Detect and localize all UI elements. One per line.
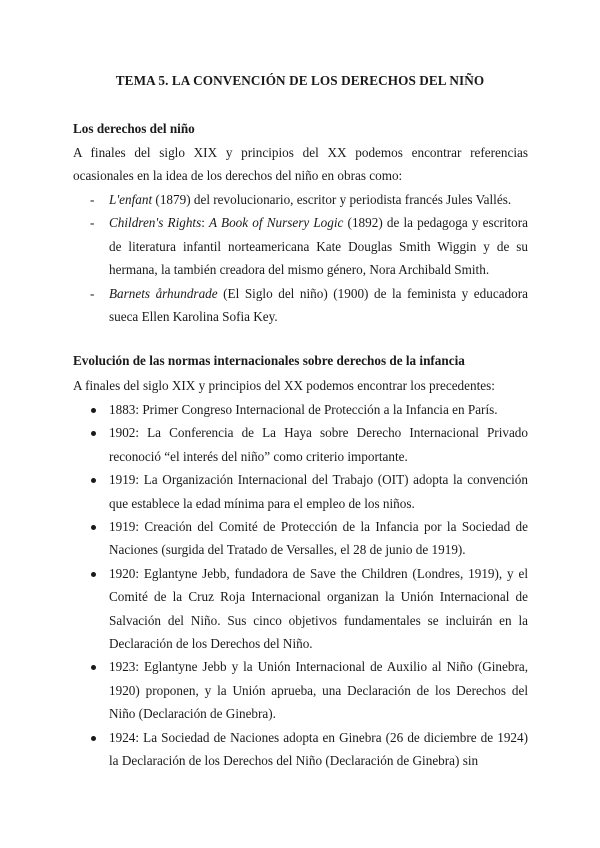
bullet-icon xyxy=(91,525,96,530)
section2-intro: A finales del siglo XIX y principios del XX podemos encontrar los precedentes: xyxy=(73,378,495,393)
list-item-text: 1919: Creación del Comité de Protección de la Infancia por la Sociedad de Naciones (surgida del Tratado de Versalles, el 28 de junio de 1919). xyxy=(109,519,528,558)
bullet-icon xyxy=(91,408,96,413)
bullet-icon xyxy=(91,665,96,670)
list-item xyxy=(73,211,528,281)
work-title: Children's Rights xyxy=(109,215,202,231)
section-heading-derechos: Los derechos del niño xyxy=(73,121,195,136)
list-item-text: 1924: La Sociedad de Naciones adopta en Ginebra (26 de diciembre de 1924) la Declaración de los Derechos del Niño (Declaración de Ginebra) sin xyxy=(109,729,528,769)
list-item xyxy=(73,282,528,329)
page-title: TEMA 5. LA CONVENCIÓN DE LOS DERECHOS DEL NIÑO xyxy=(115,73,485,88)
list-item xyxy=(73,188,528,211)
precedents-list xyxy=(73,398,528,773)
list-item xyxy=(73,398,528,421)
section-heading-evolucion: Evolución de las normas internacionales sobre derechos de la infancia xyxy=(73,353,465,368)
work-subtitle: A Book of Nursery Logic xyxy=(209,215,344,231)
list-item xyxy=(73,562,528,656)
list-item xyxy=(73,515,528,562)
work-description: (El Siglo del niño) (1900) de la feminista y educadora sueca Ellen Karolina Sofia Key. xyxy=(109,285,528,325)
list-item-text: 1920: Eglantyne Jebb, fundadora de Save the Children (Londres, 1919), y el Comité de la Cruz Roja Internacional organizan la Unión Internacional de Salvación del Niño. Sus cinco objetivos fundamentales se incluirán en la Declaración de los Derechos del Niño. xyxy=(109,565,528,652)
work-title: Barnets århundrade xyxy=(109,285,218,301)
bullet-icon xyxy=(91,572,96,577)
list-item-text: 1902: La Conferencia de La Haya sobre Derecho Internacional Privado reconoció “el interés del niño” como criterio importante. xyxy=(109,425,528,464)
dash-marker: - xyxy=(90,285,95,301)
work-description: (1892) de la pedagoga y escritora de literatura infantil norteamericana Kate Douglas Smith Wiggin y de su hermana, la también creadora del mismo género, Nora Archibald Smith. xyxy=(109,215,528,278)
works-list xyxy=(73,188,528,328)
dash-marker: - xyxy=(90,192,95,207)
work-title: L'enfant xyxy=(109,192,153,207)
list-item xyxy=(73,655,528,725)
bullet-icon xyxy=(91,431,96,436)
list-item xyxy=(73,726,528,773)
work-title-separator: : xyxy=(201,215,210,231)
list-item xyxy=(73,421,528,468)
list-item xyxy=(73,468,528,515)
dash-marker: - xyxy=(90,215,95,231)
list-item-text: 1923: Eglantyne Jebb y la Unión Internacional de Auxilio al Niño (Ginebra, 1920) proponen, y la Unión aprueba, una Declaración de los Derechos del Niño (Declaración de Ginebra). xyxy=(109,659,528,722)
work-description: (1879) del revolucionario, escritor y periodista francés Jules Vallés. xyxy=(152,192,512,207)
bullet-icon xyxy=(91,478,96,483)
section1-intro: A finales del siglo XIX y principios del XX podemos encontrar referencias ocasionales en la idea de los derechos del niño en obras como: xyxy=(73,145,528,184)
bullet-icon xyxy=(91,736,96,741)
list-item-text: 1919: La Organización Internacional del Trabajo (OIT) adopta la convención que establece la edad mínima para el empleo de los niños. xyxy=(109,472,528,511)
list-item-text: 1883: Primer Congreso Internacional de Protección a la Infancia en París. xyxy=(109,402,498,417)
